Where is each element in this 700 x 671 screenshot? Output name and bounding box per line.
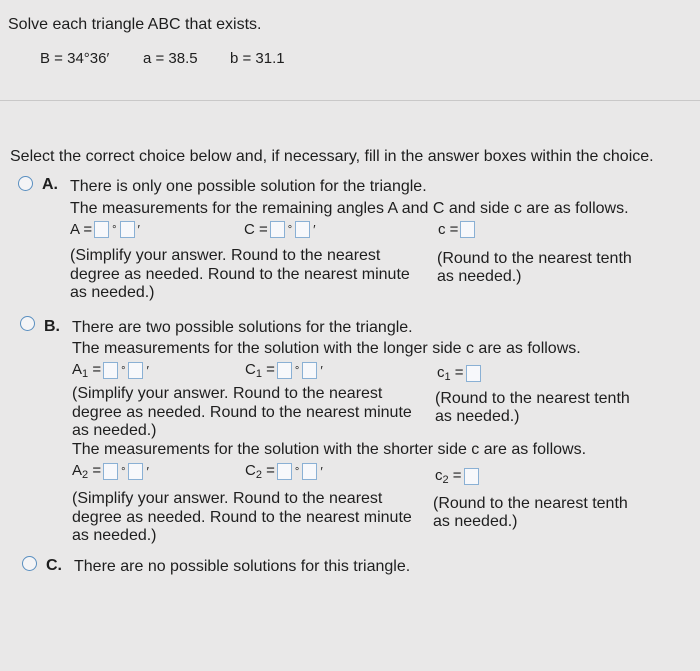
label-C: C = <box>244 221 268 238</box>
input-C1-minutes[interactable] <box>302 362 317 379</box>
radio-choice-a[interactable] <box>18 176 33 191</box>
degree-symbol: ° <box>287 223 293 236</box>
minute-symbol: ′ <box>137 222 140 237</box>
minute-symbol: ′ <box>146 464 149 479</box>
choice-b-side-note-2: as needed.) <box>435 408 520 425</box>
input-A-degrees[interactable] <box>94 221 109 238</box>
choice-b-angle-note-2: degree as needed. Round to the nearest minute <box>72 404 412 421</box>
choice-b-side-note2-1: (Round to the nearest tenth <box>433 495 628 512</box>
input-c-side[interactable] <box>460 221 475 238</box>
divider <box>0 100 700 101</box>
given-side-a: a = 38.5 <box>143 50 198 67</box>
radio-choice-b[interactable] <box>20 316 35 331</box>
label-A2: $A_2$ = <box>72 462 102 481</box>
label-c: c = <box>438 221 459 238</box>
input-C2-minutes[interactable] <box>302 463 317 480</box>
input-C-degrees[interactable] <box>270 221 285 238</box>
input-A1-minutes[interactable] <box>128 362 143 379</box>
input-A2-degrees[interactable] <box>103 463 118 480</box>
choice-b-angle-note-3: as needed.) <box>72 422 157 439</box>
choice-b-line3: The measurements for the solution with the shorter side c are as follows. <box>72 441 587 458</box>
label-C2: $C_2$ = <box>245 462 275 481</box>
minute-symbol: ′ <box>146 363 149 378</box>
degree-symbol: ° <box>112 223 117 236</box>
choice-a-angle-note-1: (Simplify your answer. Round to the nearest <box>70 247 381 264</box>
degree-symbol: ° <box>294 364 300 377</box>
minute-symbol: ′ <box>313 222 316 237</box>
choice-b-angle-note2-3: as needed.) <box>72 527 157 544</box>
choice-b-line2: The measurements for the solution with the longer side c are as follows. <box>72 340 581 357</box>
answer-A-field <box>70 221 140 238</box>
input-c1-side[interactable] <box>466 365 481 382</box>
label-C1: $C_1$ = <box>245 361 275 380</box>
answer-C-field <box>244 221 316 238</box>
choice-b-angle-note-1: (Simplify your answer. Round to the nearest <box>72 385 383 402</box>
label-c1: $c_1$ = <box>437 364 464 383</box>
input-A1-degrees[interactable] <box>103 362 118 379</box>
choice-a-line2: The measurements for the remaining angles A and C and side c are as follows. <box>70 200 629 217</box>
label-c2: $c_2$ = <box>435 467 462 486</box>
choice-b-side-note2-2: as needed.) <box>433 513 518 530</box>
choice-prompt: Select the correct choice below and, if necessary, fill in the answer boxes within the choice. <box>10 148 654 165</box>
input-A-minutes[interactable] <box>120 221 135 238</box>
degree-symbol: ° <box>121 465 126 478</box>
given-angle-B: B = 34°36′ <box>40 50 110 67</box>
minute-symbol: ′ <box>320 464 323 479</box>
answer-C2-field <box>245 462 323 481</box>
answer-c1-field <box>437 364 481 383</box>
degree-symbol: ° <box>294 465 300 478</box>
choice-b-angle-note2-1: (Simplify your answer. Round to the nearest <box>72 490 383 507</box>
given-side-b: b = 31.1 <box>230 50 285 67</box>
label-A: A = <box>70 221 93 238</box>
label-A1: $A_1$ = <box>72 361 102 380</box>
problem-instruction: Solve each triangle ABC that exists. <box>8 16 262 33</box>
choice-b-letter: B. <box>44 318 60 335</box>
choice-a-line1: There is only one possible solution for the triangle. <box>70 178 427 195</box>
answer-C1-field <box>245 361 323 380</box>
choice-a-side-note-2: as needed.) <box>437 268 522 285</box>
choice-b-angle-note2-2: degree as needed. Round to the nearest minute <box>72 509 412 526</box>
answer-c2-field <box>435 467 479 486</box>
choice-a-angle-note-3: as needed.) <box>70 284 155 301</box>
input-C2-degrees[interactable] <box>277 463 292 480</box>
choice-a-side-note-1: (Round to the nearest tenth <box>437 250 632 267</box>
choice-c-letter: C. <box>46 557 62 574</box>
degree-symbol: ° <box>121 364 126 377</box>
input-C1-degrees[interactable] <box>277 362 292 379</box>
answer-c-field <box>438 221 475 238</box>
choice-b-side-note-1: (Round to the nearest tenth <box>435 390 630 407</box>
answer-A2-field <box>72 462 149 481</box>
minute-symbol: ′ <box>320 363 323 378</box>
radio-choice-c[interactable] <box>22 556 37 571</box>
input-c2-side[interactable] <box>464 468 479 485</box>
choice-a-letter: A. <box>42 176 58 193</box>
answer-A1-field <box>72 361 149 380</box>
choice-c-line1: There are no possible solutions for this triangle. <box>74 558 411 575</box>
choice-b-line1: There are two possible solutions for the triangle. <box>72 319 413 336</box>
input-C-minutes[interactable] <box>295 221 310 238</box>
input-A2-minutes[interactable] <box>128 463 143 480</box>
choice-a-angle-note-2: degree as needed. Round to the nearest minute <box>70 266 410 283</box>
